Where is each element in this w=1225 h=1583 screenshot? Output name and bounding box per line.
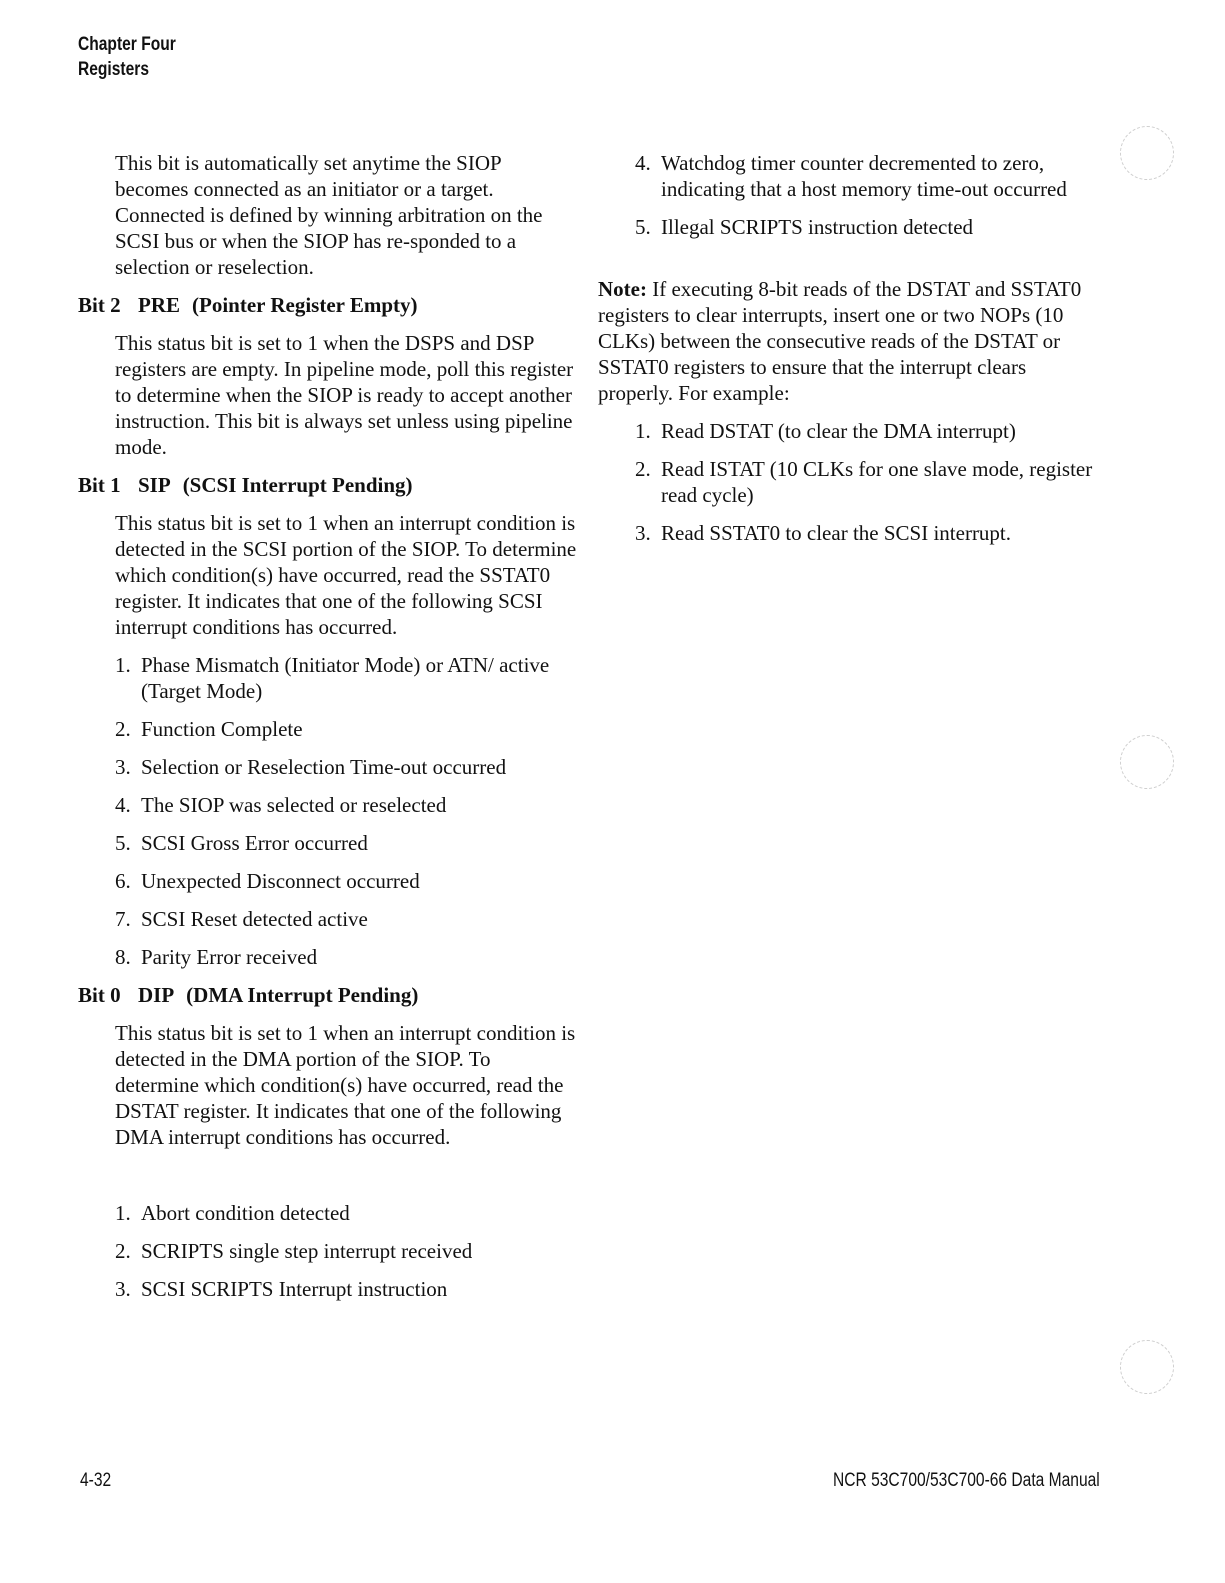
bit1-heading	[78, 472, 578, 498]
bit2-mnemonic: PRE	[138, 293, 180, 317]
list-item: 4. Watchdog timer counter decremented to zero, indicating that a host memory time-out occurred	[635, 151, 1067, 201]
list-item: 2. Read ISTAT (10 CLKs for one slave mode, register read cycle)	[635, 457, 1093, 507]
note-text: If executing 8-bit reads of the DSTAT and SSTAT0 registers to clear interrupts, insert one or two NOPs (10 CLKs) between the consecutive reads of the DSTAT or SSTAT0 registers to ensure that the interrupt clears properly. For example:	[598, 277, 1082, 405]
bit0-number: Bit 0	[78, 983, 121, 1007]
dma-interrupt-list-continued	[598, 150, 1098, 240]
bit1-description: This status bit is set to 1 when an interrupt condition is detected in the SCSI portion of the SIOP. To determine which condition(s) have occurred, read the SSTAT0 register. It indicates that one of the following SCSI interrupt conditions has occurred.	[115, 511, 577, 639]
page-number: 4-32	[80, 1470, 112, 1491]
list-item: 3. Selection or Reselection Time-out occurred	[115, 755, 507, 779]
bit0-description: This status bit is set to 1 when an interrupt condition is detected in the DMA portion of the SIOP. To determine which condition(s) have occurred, read the DSTAT register. It indicates that one of the following DMA interrupt conditions has occurred.	[115, 1021, 576, 1149]
list-item: 1. Abort condition detected	[115, 1201, 350, 1225]
bit2-description: This status bit is set to 1 when the DSPS and DSP registers are empty. In pipeline mode, poll this register to determine when the SIOP is ready to accept another instruction. This bit is always set unless using pipeline mode.	[115, 331, 574, 459]
bit2-name: (Pointer Register Empty)	[192, 293, 418, 317]
bit0-heading	[78, 982, 578, 1008]
list-item: 5. Illegal SCRIPTS instruction detected	[635, 215, 974, 239]
punch-hole-mark	[1120, 126, 1174, 180]
list-item: 3. Read SSTAT0 to clear the SCSI interrupt.	[635, 521, 1012, 545]
bit0-mnemonic: DIP	[138, 983, 175, 1007]
bit1-mnemonic: SIP	[138, 473, 171, 497]
punch-hole-mark	[1120, 735, 1174, 789]
list-item: 7. SCSI Reset detected active	[115, 907, 368, 931]
bit1-number: Bit 1	[78, 473, 121, 497]
punch-hole-mark	[1120, 1340, 1174, 1394]
list-item: 1. Phase Mismatch (Initiator Mode) or ATN/ active (Target Mode)	[115, 653, 550, 703]
chapter-label: Chapter Four	[78, 34, 176, 55]
list-item: 6. Unexpected Disconnect occurred	[115, 869, 420, 893]
note-paragraph	[598, 276, 1098, 406]
list-item: 4. The SIOP was selected or reselected	[115, 793, 447, 817]
list-item: 2. SCRIPTS single step interrupt received	[115, 1239, 473, 1263]
list-item: 5. SCSI Gross Error occurred	[115, 831, 368, 855]
manual-title: NCR 53C700/53C700-66 Data Manual	[833, 1470, 1100, 1491]
intro-paragraph: This bit is automatically set anytime the SIOP becomes connected as an initiator or a target. Connected is defined by winning arbitration on the SCSI bus or when the SIOP has re-sponded to a selection or reselection.	[115, 151, 543, 279]
note-label: Note:	[598, 277, 647, 301]
bit2-heading	[78, 292, 578, 318]
note-steps-list	[598, 418, 1098, 546]
running-header	[78, 32, 176, 82]
scsi-interrupt-list	[78, 652, 578, 970]
bit1-name: (SCSI Interrupt Pending)	[182, 473, 413, 497]
list-item: 8. Parity Error received	[115, 945, 318, 969]
list-item: 2. Function Complete	[115, 717, 303, 741]
list-item: 3. SCSI SCRIPTS Interrupt instruction	[115, 1277, 448, 1301]
bit2-number: Bit 2	[78, 293, 121, 317]
bit0-name: (DMA Interrupt Pending)	[186, 983, 419, 1007]
left-column	[78, 150, 578, 1314]
right-column	[598, 150, 1098, 558]
section-label: Registers	[78, 59, 150, 80]
dma-interrupt-list	[78, 1200, 578, 1302]
list-item: 1. Read DSTAT (to clear the DMA interrupt)	[635, 419, 1016, 443]
